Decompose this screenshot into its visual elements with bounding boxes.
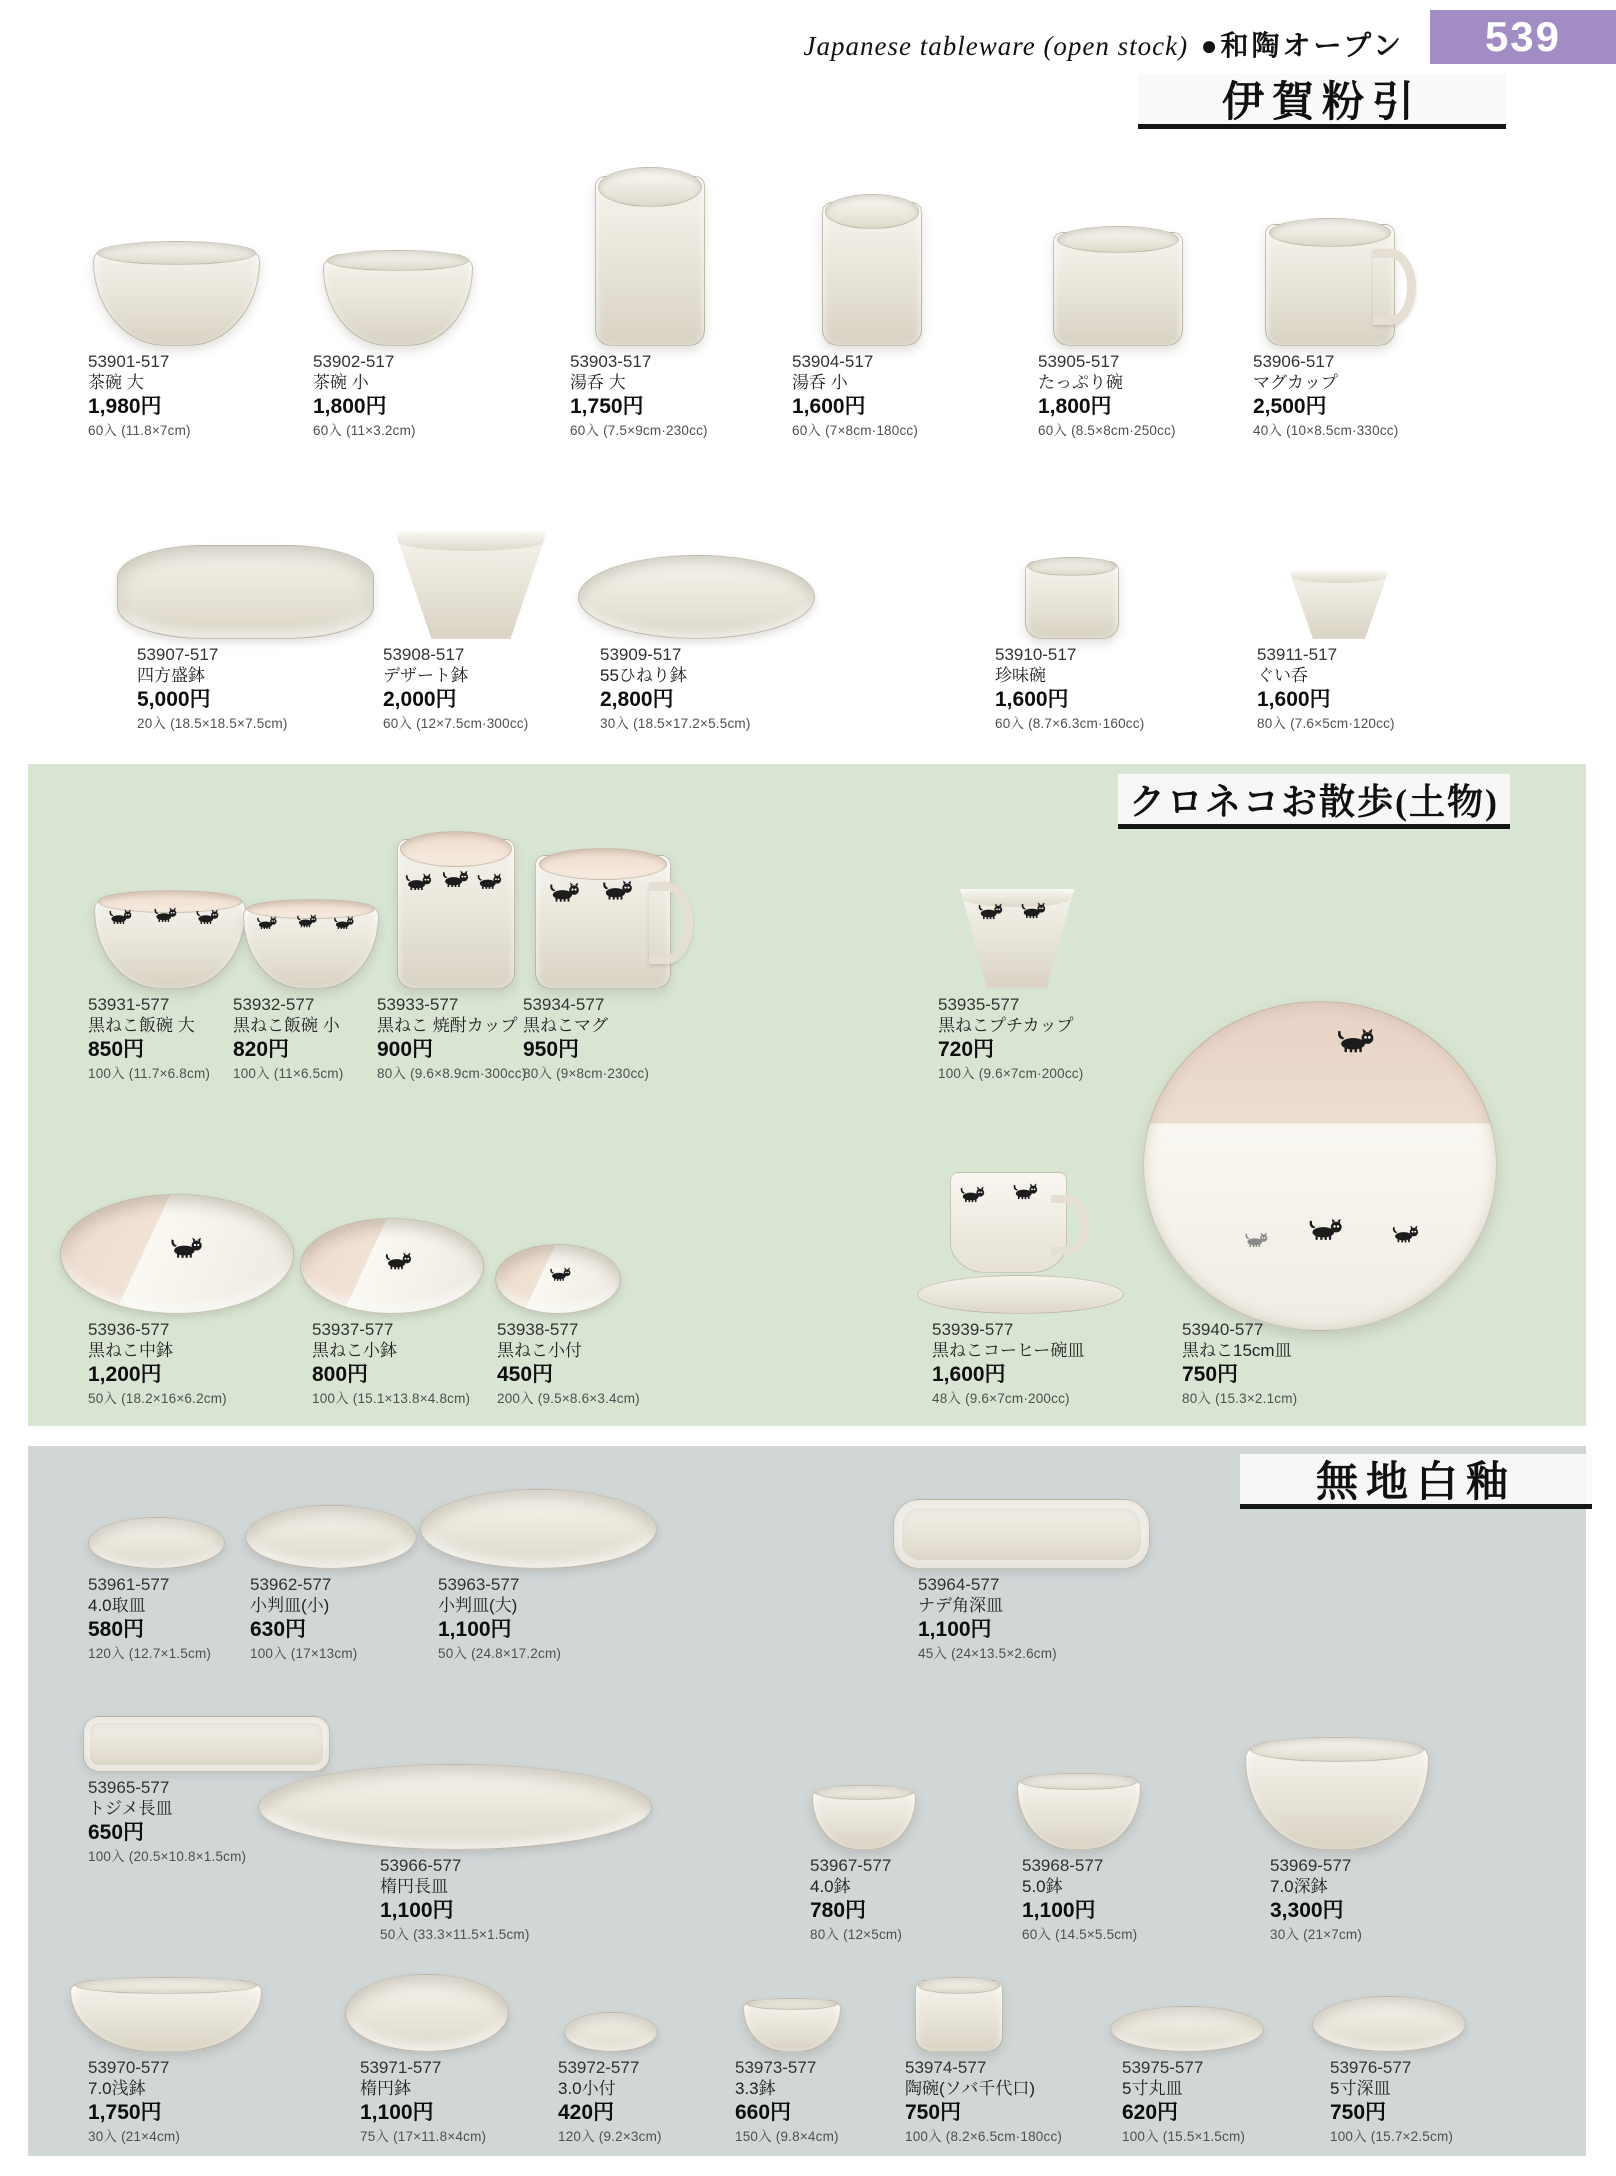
product-code: 53903-517 <box>570 352 652 371</box>
cup-image <box>1025 561 1119 639</box>
product-price: 780円 <box>810 1899 867 1923</box>
product-code: 53931-577 <box>88 995 170 1014</box>
product-code: 53934-577 <box>523 995 605 1014</box>
product-spec: 60入 (11×3.2cm) <box>313 422 416 438</box>
cat-bowl-image <box>60 1194 294 1314</box>
plate-image <box>1110 2006 1264 2052</box>
product-spec: 200入 (9.5×8.6×3.4cm) <box>497 1390 640 1406</box>
cat-icon <box>600 880 634 900</box>
product-card <box>995 645 1235 732</box>
long-plate-image <box>83 1716 330 1772</box>
product-spec: 50入 (18.2×16×6.2cm) <box>88 1390 227 1406</box>
product-card <box>600 645 840 732</box>
product-price: 1,800円 <box>313 395 387 419</box>
oval-plate-image <box>420 1489 657 1569</box>
product-spec: 100入 (15.1×13.8×4.8cm) <box>312 1390 471 1406</box>
product-card <box>380 1856 620 1943</box>
product-price: 1,200円 <box>88 1363 162 1387</box>
product-spec: 30入 (21×4cm) <box>88 2128 181 2144</box>
product-card <box>1330 2058 1570 2145</box>
plate-image <box>564 2012 658 2052</box>
product-name: 黒ねこ飯碗 大 <box>88 1016 195 1036</box>
product-card <box>1038 352 1278 439</box>
cat-icon <box>440 870 470 888</box>
product-spec: 50入 (33.3×11.5×1.5cm) <box>380 1926 530 1942</box>
section-kuroneko-osanpo <box>28 764 1586 1426</box>
header-english-title: Japanese tableware (open stock) <box>803 31 1189 61</box>
cat-cup-image <box>397 839 515 989</box>
product-code: 53970-577 <box>88 2058 170 2077</box>
product-code: 53967-577 <box>810 1856 892 1875</box>
product-spec: 100入 (15.5×1.5cm) <box>1122 2128 1246 2144</box>
product-spec: 100入 (20.5×10.8×1.5cm) <box>88 1848 247 1864</box>
cat-icon <box>1243 1232 1269 1247</box>
product-price: 1,100円 <box>918 1618 992 1642</box>
bowl-image <box>395 529 547 639</box>
cup-image <box>915 1980 1003 2052</box>
page-number: 539 <box>1430 10 1616 64</box>
product-price: 750円 <box>905 2101 962 2125</box>
mug-image <box>1265 224 1395 346</box>
cat-icon <box>976 903 1004 920</box>
product-spec: 30入 (18.5×17.2×5.5cm) <box>600 715 751 731</box>
cat-icon <box>107 909 133 924</box>
section-muji-shiroyu <box>28 1446 1586 2156</box>
cup-image <box>822 202 922 346</box>
product-card <box>810 1856 1050 1943</box>
product-name: 5.0鉢 <box>1022 1877 1063 1897</box>
product-price: 1,600円 <box>792 395 866 419</box>
product-spec: 75入 (17×11.8×4cm) <box>360 2128 487 2144</box>
product-price: 3,300円 <box>1270 1899 1344 1923</box>
product-spec: 60入 (8.7×6.3cm·160cc) <box>995 715 1145 731</box>
product-name: 黒ねこ 焼酎カップ <box>377 1016 518 1036</box>
product-price: 2,800円 <box>600 688 674 712</box>
product-card <box>88 352 328 439</box>
product-code: 53964-577 <box>918 1575 1000 1594</box>
product-name: 黒ねこマグ <box>523 1016 608 1036</box>
product-price: 1,100円 <box>1022 1899 1096 1923</box>
product-name: 4.0取皿 <box>88 1596 146 1616</box>
product-price: 5,000円 <box>137 688 211 712</box>
product-price: 630円 <box>250 1618 307 1642</box>
product-code: 53936-577 <box>88 1320 170 1339</box>
product-price: 1,750円 <box>570 395 644 419</box>
product-card <box>1022 1856 1262 1943</box>
cat-bowl-image <box>495 1244 621 1314</box>
product-code: 53963-577 <box>438 1575 520 1594</box>
product-price: 1,100円 <box>380 1899 454 1923</box>
product-card <box>1257 645 1497 732</box>
cat-cup-image <box>960 887 1074 989</box>
cat-icon <box>295 914 318 928</box>
product-spec: 60入 (7.5×9cm·230cc) <box>570 422 708 438</box>
product-code: 53940-577 <box>1182 1320 1264 1339</box>
product-card <box>137 645 377 732</box>
product-spec: 50入 (24.8×17.2cm) <box>438 1645 562 1661</box>
product-code: 53974-577 <box>905 2058 987 2077</box>
bowl-image <box>1245 1742 1429 1850</box>
plate-image <box>578 555 815 639</box>
product-price: 850円 <box>88 1038 145 1062</box>
product-code: 53905-517 <box>1038 352 1120 371</box>
product-spec: 100入 (9.6×7cm·200cc) <box>938 1065 1084 1081</box>
plate-image <box>88 1517 225 1569</box>
product-name: 3.0小付 <box>558 2079 616 2099</box>
product-price: 1,980円 <box>88 395 162 419</box>
product-card <box>383 645 623 732</box>
product-card <box>1253 352 1493 439</box>
bowl-image <box>323 254 473 346</box>
product-code: 53932-577 <box>233 995 315 1014</box>
product-price: 2,500円 <box>1253 395 1327 419</box>
product-name: 茶碗 小 <box>313 373 369 393</box>
cat-icon <box>403 873 433 891</box>
product-price: 620円 <box>1122 2101 1179 2125</box>
product-name: 湯呑 大 <box>570 373 626 393</box>
product-code: 53935-577 <box>938 995 1020 1014</box>
product-spec: 20入 (18.5×18.5×7.5cm) <box>137 715 288 731</box>
product-card <box>792 352 1032 439</box>
product-spec: 100入 (11×6.5cm) <box>233 1065 344 1081</box>
product-name: 陶碗(ソバ千代口) <box>905 2079 1035 2099</box>
bowl-image <box>117 545 374 639</box>
oval-plate-image <box>258 1764 652 1850</box>
product-price: 820円 <box>233 1038 290 1062</box>
cat-icon <box>1019 902 1047 919</box>
product-code: 53907-517 <box>137 645 219 664</box>
cat-mug-image <box>535 855 671 989</box>
product-name: 湯呑 小 <box>792 373 848 393</box>
product-card <box>438 1575 678 1662</box>
product-spec: 80入 (7.6×5cm·120cc) <box>1257 715 1395 731</box>
product-code: 53968-577 <box>1022 1856 1104 1875</box>
product-card <box>1182 1320 1422 1407</box>
product-spec: 120入 (9.2×3cm) <box>558 2128 662 2144</box>
product-price: 580円 <box>88 1618 145 1642</box>
product-spec: 30入 (21×7cm) <box>1270 1926 1363 1942</box>
cat-icon <box>255 916 278 930</box>
product-name: 5寸深皿 <box>1330 2079 1391 2099</box>
product-card <box>918 1575 1158 1662</box>
product-name: デザート鉢 <box>383 666 468 686</box>
product-code: 53908-517 <box>383 645 465 664</box>
product-price: 800円 <box>312 1363 369 1387</box>
product-name: 黒ねこ小鉢 <box>312 1341 397 1361</box>
cup-and-saucer-image <box>917 1172 1122 1314</box>
cat-icon <box>383 1252 413 1270</box>
cat-bowl-image <box>94 895 246 989</box>
product-code: 53909-517 <box>600 645 682 664</box>
cat-icon <box>547 882 581 902</box>
product-name: 小判皿(小) <box>250 1596 330 1616</box>
product-name: 珍味碗 <box>995 666 1046 686</box>
product-spec: 100入 (8.2×6.5cm·180cc) <box>905 2128 1063 2144</box>
plate-image <box>1312 1996 1466 2052</box>
product-code: 53969-577 <box>1270 1856 1352 1875</box>
product-code: 53973-577 <box>735 2058 817 2077</box>
product-price: 2,000円 <box>383 688 457 712</box>
product-price: 1,100円 <box>438 1618 512 1642</box>
product-name: 小判皿(大) <box>438 1596 518 1616</box>
product-card <box>932 1320 1172 1407</box>
section-title: クロネコお散歩(土物) <box>1118 774 1510 829</box>
product-card <box>88 2058 328 2145</box>
cat-icon <box>1334 1028 1376 1053</box>
section-title: 無地白釉 <box>1240 1454 1592 1509</box>
product-spec: 150入 (9.8×4cm) <box>735 2128 839 2144</box>
cat-icon <box>194 909 220 924</box>
product-name: 7.0深鉢 <box>1270 1877 1328 1897</box>
product-name: 黒ねこ飯碗 小 <box>233 1016 340 1036</box>
cat-plate-image <box>1143 1001 1497 1331</box>
cat-icon <box>1390 1225 1420 1243</box>
product-card <box>313 352 553 439</box>
product-code: 53965-577 <box>88 1778 170 1797</box>
product-name: 黒ねこ15cm皿 <box>1182 1341 1292 1361</box>
cat-bowl-image <box>300 1218 484 1314</box>
product-code: 53938-577 <box>497 1320 579 1339</box>
product-code: 53910-517 <box>995 645 1077 664</box>
product-name: 黒ねこ中鉢 <box>88 1341 173 1361</box>
product-price: 750円 <box>1330 2101 1387 2125</box>
product-code: 53902-517 <box>313 352 395 371</box>
product-name: たっぷり碗 <box>1038 373 1123 393</box>
product-name: マグカップ <box>1253 373 1338 393</box>
product-spec: 40入 (10×8.5cm·330cc) <box>1253 422 1399 438</box>
product-spec: 60入 (14.5×5.5cm) <box>1022 1926 1138 1942</box>
product-spec: 100入 (17×13cm) <box>250 1645 358 1661</box>
product-name: ナデ角深皿 <box>918 1596 1003 1616</box>
cat-icon <box>1306 1218 1344 1240</box>
product-price: 750円 <box>1182 1363 1239 1387</box>
product-spec: 100入 (15.7×2.5cm) <box>1330 2128 1454 2144</box>
product-price: 1,100円 <box>360 2101 434 2125</box>
product-spec: 80入 (9×8cm·230cc) <box>523 1065 650 1081</box>
product-spec: 60入 (7×8cm·180cc) <box>792 422 919 438</box>
product-spec: 60入 (8.5×8cm·250cc) <box>1038 422 1176 438</box>
product-price: 650円 <box>88 1821 145 1845</box>
product-card <box>88 1320 328 1407</box>
product-spec: 120入 (12.7×1.5cm) <box>88 1645 212 1661</box>
oval-plate-image <box>245 1505 417 1569</box>
product-card <box>1270 1856 1510 1943</box>
product-spec: 60入 (12×7.5cm·300cc) <box>383 715 529 731</box>
cat-icon <box>1011 1183 1039 1200</box>
product-code: 53966-577 <box>380 1856 462 1875</box>
cat-icon <box>152 907 178 922</box>
product-name: トジメ長皿 <box>88 1799 173 1819</box>
product-name: 黒ねこコーヒー碗皿 <box>932 1341 1085 1361</box>
saucer <box>917 1275 1124 1314</box>
square-plate-image <box>893 1499 1150 1569</box>
product-price: 720円 <box>938 1038 995 1062</box>
product-price: 1,600円 <box>995 688 1069 712</box>
cat-icon <box>332 916 355 930</box>
product-spec: 60入 (11.8×7cm) <box>88 422 191 438</box>
product-spec: 48入 (9.6×7cm·200cc) <box>932 1390 1070 1406</box>
product-name: 5寸丸皿 <box>1122 2079 1183 2099</box>
product-spec: 80入 (9.6×8.9cm·300cc) <box>377 1065 527 1081</box>
section-title: 伊賀粉引 <box>1138 74 1506 129</box>
product-card <box>523 995 763 1082</box>
product-spec: 100入 (11.7×6.8cm) <box>88 1065 211 1081</box>
product-price: 450円 <box>497 1363 554 1387</box>
bowl-image <box>812 1788 916 1850</box>
cat-icon <box>548 1267 572 1281</box>
product-price: 900円 <box>377 1038 434 1062</box>
product-name: 茶碗 大 <box>88 373 144 393</box>
product-spec: 80入 (12×5cm) <box>810 1926 903 1942</box>
product-code: 53972-577 <box>558 2058 640 2077</box>
product-card <box>938 995 1178 1082</box>
product-price: 1,600円 <box>932 1363 1006 1387</box>
product-code: 53976-577 <box>1330 2058 1412 2077</box>
product-name: 楕円鉢 <box>360 2079 411 2099</box>
product-code: 53961-577 <box>88 1575 170 1594</box>
product-code: 53962-577 <box>250 1575 332 1594</box>
product-spec: 80入 (15.3×2.1cm) <box>1182 1390 1298 1406</box>
product-code: 53975-577 <box>1122 2058 1204 2077</box>
bowl-image <box>743 2000 841 2052</box>
cup-image <box>595 176 705 346</box>
oval-bowl-image <box>345 1974 509 2052</box>
product-name: 楕円長皿 <box>380 1877 448 1897</box>
cat-icon <box>958 1186 986 1203</box>
catalog-header <box>804 24 1405 64</box>
product-price: 1,600円 <box>1257 688 1331 712</box>
bowl-image <box>93 246 260 346</box>
product-name: 黒ねこ小付 <box>497 1341 582 1361</box>
product-code: 53937-577 <box>312 1320 394 1339</box>
product-card <box>497 1320 737 1407</box>
cup-image <box>1289 569 1389 639</box>
bowl-image <box>1017 1776 1141 1850</box>
product-name: 3.3鉢 <box>735 2079 776 2099</box>
product-code: 53906-517 <box>1253 352 1335 371</box>
product-card <box>1122 2058 1362 2145</box>
product-price: 1,800円 <box>1038 395 1112 419</box>
product-code: 53901-517 <box>88 352 170 371</box>
product-name: 55ひねり鉢 <box>600 666 687 686</box>
cat-icon <box>168 1237 204 1258</box>
cat-icon <box>475 873 503 890</box>
header-japanese-title: ●和陶オープン <box>1200 30 1404 61</box>
product-name: 4.0鉢 <box>810 1877 851 1897</box>
cat-bowl-image <box>243 903 379 989</box>
product-price: 950円 <box>523 1038 580 1062</box>
product-code: 53971-577 <box>360 2058 442 2077</box>
product-spec: 45入 (24×13.5×2.6cm) <box>918 1645 1057 1661</box>
product-code: 53911-517 <box>1257 645 1338 664</box>
product-code: 53939-577 <box>932 1320 1014 1339</box>
product-card <box>905 2058 1145 2145</box>
product-name: 四方盛鉢 <box>137 666 205 686</box>
product-name: ぐい呑 <box>1257 666 1308 686</box>
product-price: 420円 <box>558 2101 615 2125</box>
section-iga-kohiki <box>28 68 1586 744</box>
product-name: 黒ねこプチカップ <box>938 1016 1074 1036</box>
product-name: 7.0浅鉢 <box>88 2079 146 2099</box>
product-code: 53933-577 <box>377 995 459 1014</box>
product-code: 53904-517 <box>792 352 874 371</box>
product-price: 1,750円 <box>88 2101 162 2125</box>
bowl-image <box>70 1980 262 2052</box>
cup-image <box>1053 232 1183 346</box>
product-price: 660円 <box>735 2101 792 2125</box>
product-card <box>570 352 810 439</box>
